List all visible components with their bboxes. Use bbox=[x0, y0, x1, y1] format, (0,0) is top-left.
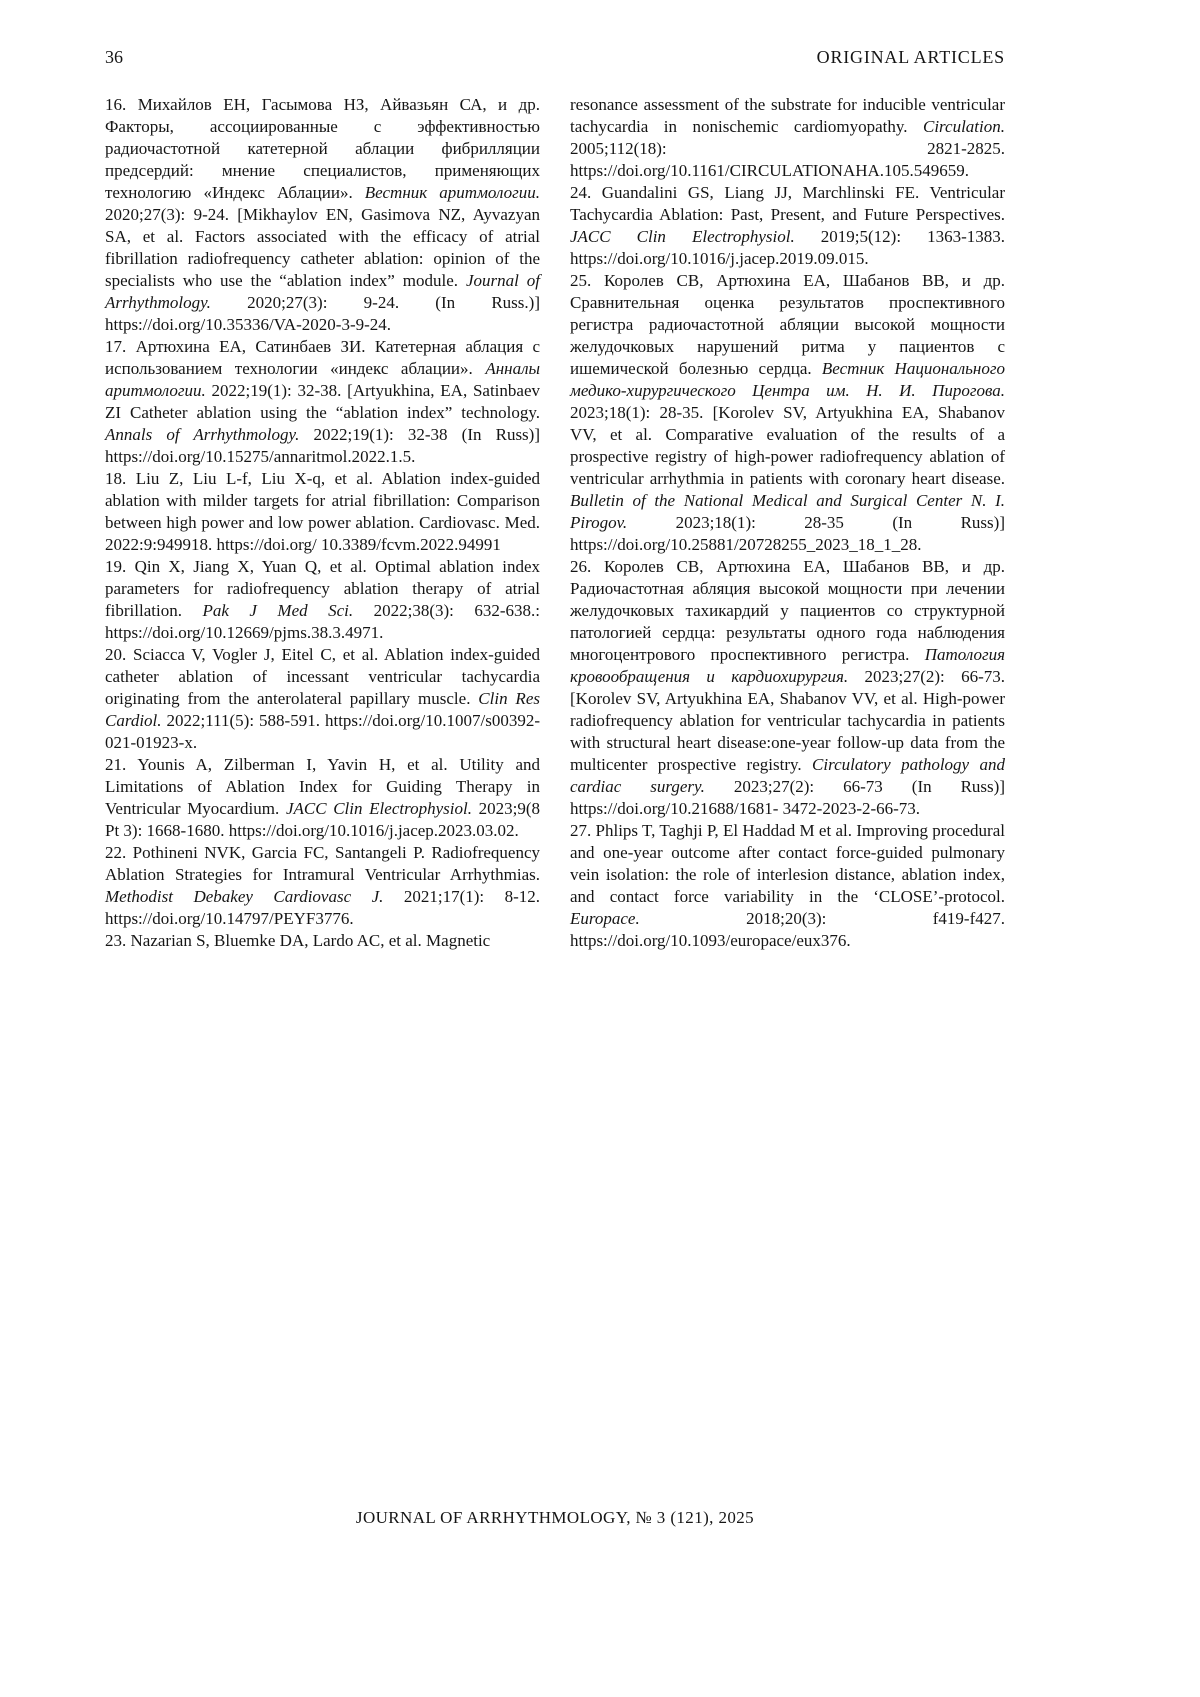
reference-text: 2005;112(18): 2821-2825. https://doi.org/10.1161/CIRCULATIONAHA.105.549659. bbox=[570, 139, 1005, 180]
reference-text: 2022;111(5): 588-591. https://doi.org/10.1007/s00392-021-01923-x. bbox=[105, 711, 540, 752]
journal-name: Вестник аритмологии. bbox=[364, 183, 540, 202]
reference-text: 25. Королев СВ, Артюхина ЕА, Шабанов ВВ, и др. Сравнительная оценка результатов проспективного регистра радиочастотной абляции высокой мощности желудочковых нарушений ритма у пациентов с ишемической болезнью сердца. bbox=[570, 271, 1005, 378]
reference-item bbox=[105, 94, 540, 336]
reference-text: 19. Qin X, Jiang X, Yuan Q, et al. Optimal ablation index parameters for radiofrequency ablation therapy of atrial fibrillation. bbox=[105, 557, 540, 620]
reference-text: 2022;19(1): 32-38. [Artyukhina, EA, Satinbaev ZI Catheter ablation using the “ablation index” technology. bbox=[105, 381, 540, 422]
reference-item bbox=[570, 556, 1005, 820]
reference-item bbox=[105, 644, 540, 754]
reference-text: 22. Pothineni NVK, Garcia FC, Santangeli P. Radiofrequency Ablation Strategies for Intramural Ventricular Arrhythmias. bbox=[105, 843, 540, 884]
reference-text: 24. Guandalini GS, Liang JJ, Marchlinski FE. Ventricular Tachycardia Ablation: Past, Present, and Future Perspectives. bbox=[570, 183, 1005, 224]
journal-name: Патология кровообращения и кардиохирургия. bbox=[570, 645, 1005, 686]
journal-name: Europace. bbox=[570, 909, 640, 928]
reference-text: 18. Liu Z, Liu L-f, Liu X-q, et al. Ablation index-guided ablation with milder targets for atrial fibrillation: Comparison between high power and low power ablation. Cardiovasc. Med. 2022:9:949918. https://doi.org/ 10.3389/fcvm.2022.94991 bbox=[105, 469, 540, 554]
reference-text: 20. Sciacca V, Vogler J, Eitel C, et al. Ablation index-guided catheter ablation of incessant ventricular tachycardia originating from the anterolateral papillary muscle. bbox=[105, 645, 540, 708]
reference-text: 27. Phlips T, Taghji P, El Haddad M et al. Improving procedural and one-year outcome after contact force-guided pulmonary vein isolation: the role of interlesion distance, ablation index, and contact force variability in the ‘CLOSE’-protocol. bbox=[570, 821, 1005, 906]
reference-text: resonance assessment of the substrate for inducible ventricular tachycardia in nonischemic cardiomyopathy. bbox=[570, 95, 1005, 136]
journal-name: Bulletin of the National Medical and Surgical Center N. I. Pirogov. bbox=[570, 491, 1005, 532]
reference-item bbox=[105, 556, 540, 644]
reference-text: 16. Михайлов ЕН, Гасымова НЗ, Айвазьян СА, и др. Факторы, ассоциированные с эффективностью радиочастотной катетерной аблации фибрилляции предсердий: мнение специалистов, применяющих технологию «Индекс Аблации». bbox=[105, 95, 540, 202]
references-column-left bbox=[105, 94, 540, 952]
journal-name: JACC Clin Electrophysiol. bbox=[285, 799, 472, 818]
reference-text: 26. Королев СВ, Артюхина ЕА, Шабанов ВВ, и др. Радиочастотная абляция высокой мощности при лечении желудочковых тахикардий у пациентов со структурной патологией сердца: результаты одного года наблюдения многоцентрового проспективного регистра. bbox=[570, 557, 1005, 664]
reference-item bbox=[570, 820, 1005, 952]
journal-name: Annals of Arrhythmology. bbox=[105, 425, 300, 444]
journal-name: Pak J Med Sci. bbox=[202, 601, 354, 620]
reference-text: 2020;27(3): 9-24. (In Russ.)] https://doi.org/10.35336/VA-2020-3-9-24. bbox=[105, 293, 540, 334]
references-section bbox=[105, 94, 1005, 952]
reference-text: 2022;19(1): 32-38 (In Russ)] https://doi.org/10.15275/annaritmol.2022.1.5. bbox=[105, 425, 540, 466]
reference-item bbox=[570, 270, 1005, 556]
reference-item bbox=[105, 842, 540, 930]
reference-text: 2023;9(8 Pt 3): 1668-1680. https://doi.org/10.1016/j.jacep.2023.03.02. bbox=[105, 799, 540, 840]
journal-name: Methodist Debakey Cardiovasc J. bbox=[105, 887, 384, 906]
running-head: ORIGINAL ARTICLES bbox=[816, 47, 1005, 67]
reference-text: 2021;17(1): 8-12. https://doi.org/10.14797/PEYF3776. bbox=[105, 887, 540, 928]
journal-name: Journal of Arrhythmology. bbox=[105, 271, 540, 312]
journal-name: Circulatory pathology and cardiac surgery. bbox=[570, 755, 1005, 796]
journal-name: Circulation. bbox=[922, 117, 1005, 136]
reference-text: 2023;18(1): 28-35 (In Russ)] https://doi.org/10.25881/20728255_2023_18_1_28. bbox=[570, 513, 1005, 554]
reference-text: 17. Артюхина ЕА, Сатинбаев ЗИ. Катетерная аблация с использованием технологии «индекс аблации». bbox=[105, 337, 540, 378]
reference-text: 2023;18(1): 28-35. [Korolev SV, Artyukhina EA, Shabanov VV, et al. Comparative evaluation of the results of a prospective registry of high-power radiofrequency ablation of ventricular arrhythmia in patients with coronary heart disease. bbox=[570, 403, 1005, 488]
page-number: 36 bbox=[105, 47, 123, 67]
reference-text: 2023;27(2): 66-73 (In Russ)] https://doi.org/10.21688/1681- 3472-2023-2-66-73. bbox=[570, 777, 1005, 818]
reference-item bbox=[105, 754, 540, 842]
journal-name: Анналы аритмологии. bbox=[105, 359, 540, 400]
reference-text: 21. Younis A, Zilberman I, Yavin H, et al. Utility and Limitations of Ablation Index for Guiding Therapy in Ventricular Myocardium. bbox=[105, 755, 540, 818]
reference-item bbox=[105, 468, 540, 556]
reference-text: 2019;5(12): 1363-1383. https://doi.org/10.1016/j.jacep.2019.09.015. bbox=[570, 227, 1005, 268]
reference-text: 2018;20(3): f419-f427. https://doi.org/10.1093/europace/eux376. bbox=[570, 909, 1005, 950]
reference-text: 23. Nazarian S, Bluemke DA, Lardo AC, et al. Magnetic bbox=[105, 931, 491, 950]
reference-text: 2022;38(3): 632-638.: https://doi.org/10.12669/pjms.38.3.4971. bbox=[105, 601, 541, 642]
reference-item bbox=[105, 336, 540, 468]
reference-item bbox=[570, 182, 1005, 270]
journal-name: Clin Res Cardiol. bbox=[105, 689, 540, 730]
reference-text: 2023;27(2): 66-73. [Korolev SV, Artyukhina EA, Shabanov VV, et al. High-power radiofrequency ablation for ventricular tachycardia in patients with structural heart disease:one-year follow-up data from the multicenter prospective registry. bbox=[570, 667, 1005, 774]
page-header bbox=[105, 47, 1005, 68]
references-column-right bbox=[570, 94, 1005, 952]
journal-footer-text: JOURNAL OF ARRHYTHMOLOGY, № 3 (121), 2025 bbox=[355, 1508, 755, 1527]
reference-text: 2020;27(3): 9-24. [Mikhaylov EN, Gasimova NZ, Ayvazyan SA, et al. Factors associated with the efficacy of atrial fibrillation radiofrequency catheter ablation: opinion of the specialists who use the “ablation index” module. bbox=[105, 205, 540, 290]
page-footer bbox=[105, 1508, 1005, 1528]
reference-item bbox=[105, 930, 540, 952]
reference-item bbox=[570, 94, 1005, 182]
journal-name: JACC Clin Electrophysiol. bbox=[570, 227, 795, 246]
journal-name: Вестник Национального медико-хирургического Центра им. Н. И. Пирогова. bbox=[570, 359, 1005, 400]
